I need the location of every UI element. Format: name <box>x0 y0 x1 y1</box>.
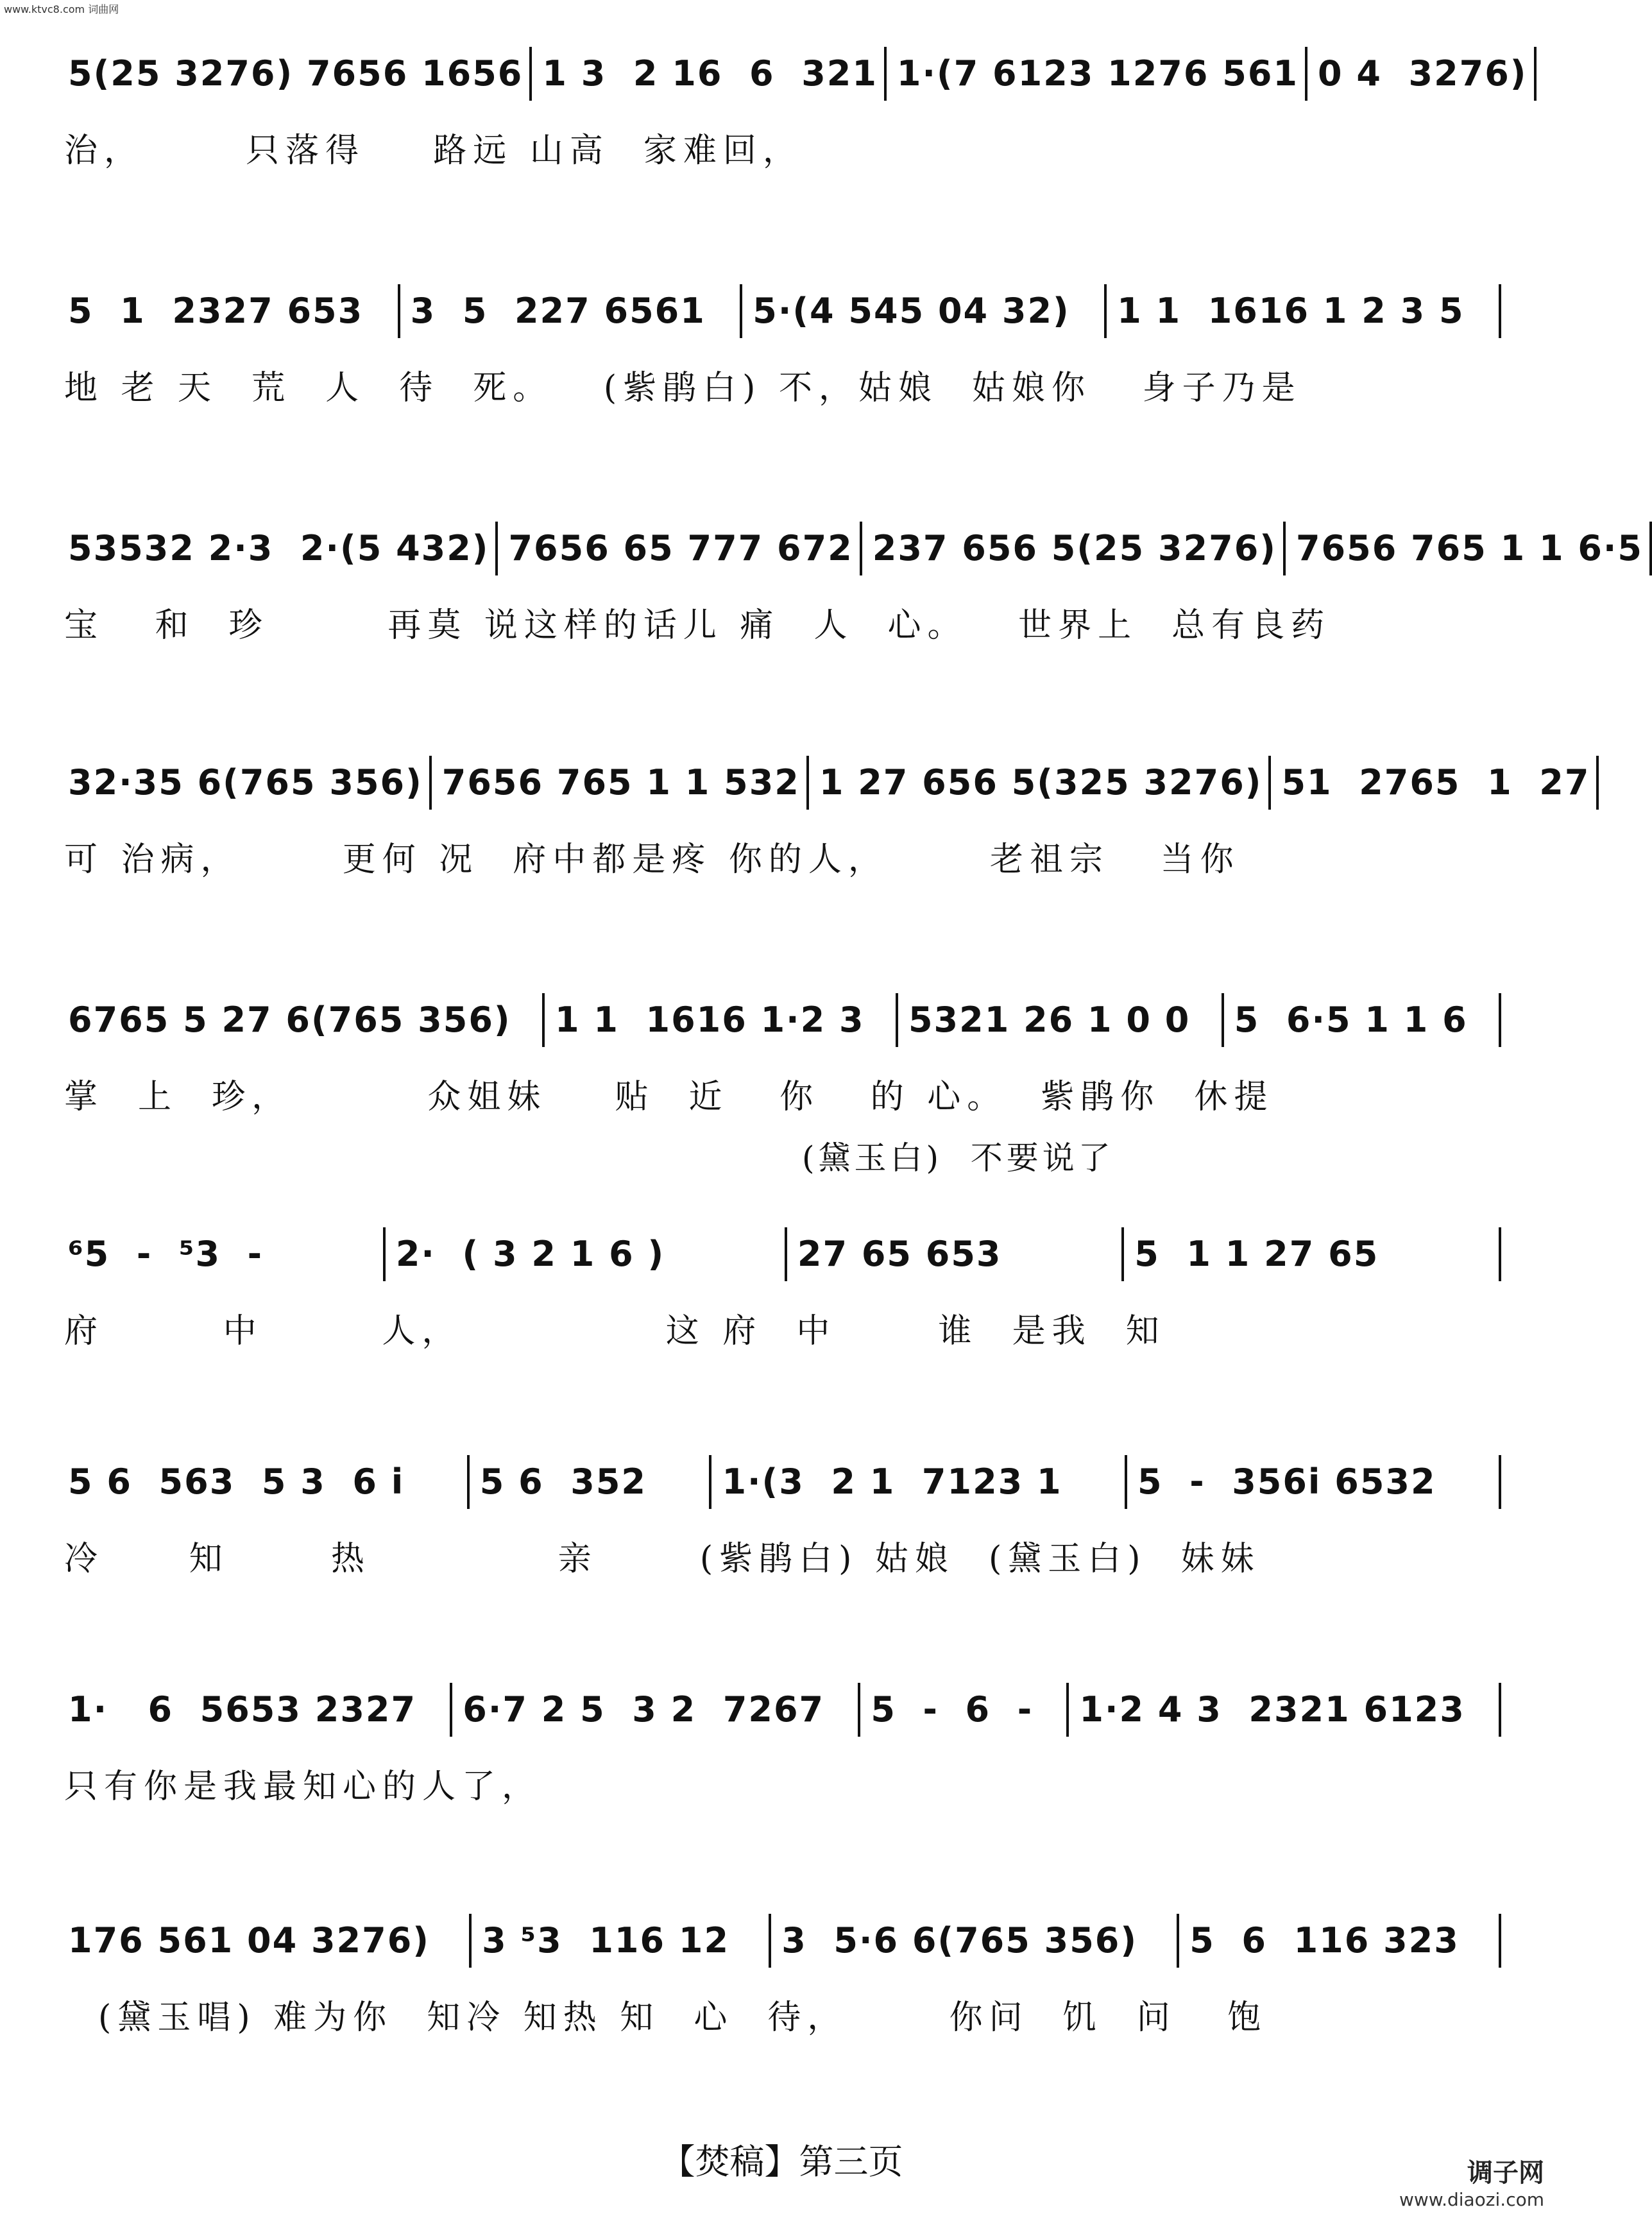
measure: 53532 2·3 2·(5 432) <box>68 528 490 568</box>
bar-line <box>1499 1227 1501 1281</box>
measure: 1 1 1616 1 2 3 5 <box>1117 291 1465 331</box>
bar-line <box>469 1914 472 1968</box>
measure: 1 27 656 5(325 3276) <box>819 762 1263 803</box>
measure: 1· 6 5653 2327 <box>68 1689 417 1730</box>
measure: 5 6 116 323 <box>1189 1920 1460 1961</box>
bar-line <box>1222 993 1224 1047</box>
lyric-line: 治， 只落得 路远 山高 家难回， <box>64 132 803 170</box>
notation-line <box>64 276 1508 346</box>
bar-line <box>1121 1227 1124 1281</box>
bar-line <box>806 756 809 810</box>
measure: 5(25 3276) 7656 1656 <box>68 53 524 94</box>
measure: 5 6 563 5 3 6 i <box>68 1461 405 1502</box>
bar-line <box>1649 522 1652 575</box>
page-footer: 【焚稿】第三页 <box>660 2142 903 2182</box>
staff-row <box>64 38 1528 192</box>
lyric-line: (黛玉唱) 难为你 知冷 知热 知 心 待， 你问 饥 问 饱 <box>64 1998 1268 2037</box>
notation-line <box>64 1905 1508 1976</box>
measure: 1 3 2 16 6 321 <box>542 53 878 94</box>
bar-line <box>1066 1683 1069 1737</box>
lyric-line: 可 治病， 更何 况 府中都是疼 你的人， 老祖宗 当你 <box>64 840 1240 879</box>
measure: 176 561 04 3276) <box>68 1920 430 1961</box>
bar-line <box>1499 284 1501 338</box>
notation-line <box>64 1219 1508 1290</box>
notation-line <box>64 1447 1508 1517</box>
bar-line <box>450 1683 452 1737</box>
logo-name: 调子网 <box>1467 2158 1544 2188</box>
staff-row <box>64 985 1508 1177</box>
bar-line <box>1499 993 1501 1047</box>
bar-line <box>1534 47 1537 101</box>
lyric-line: 只有你是我最知心的人了， <box>64 1768 542 1806</box>
staff-row <box>64 513 1643 667</box>
notation-line <box>64 985 1508 1055</box>
measure: 1·2 4 3 2321 6123 <box>1079 1689 1465 1730</box>
measure: 5 - 6 - <box>871 1689 1034 1730</box>
bar-line <box>1177 1914 1179 1968</box>
measure: 5 6 352 <box>479 1461 647 1502</box>
measure: ⁶5 - ⁵3 - <box>68 1234 264 1274</box>
notation-line <box>64 38 1528 109</box>
measure: 3 5·6 6(765 356) <box>781 1920 1138 1961</box>
bar-line <box>1499 1914 1501 1968</box>
measure: 237 656 5(25 3276) <box>872 528 1277 568</box>
bar-line <box>1125 1455 1127 1509</box>
measure: 5 1 2327 653 <box>68 291 364 331</box>
measure: 7656 765 1 1 532 <box>441 762 800 803</box>
measure: 5 - 356i 6532 <box>1137 1461 1436 1502</box>
bar-line <box>529 47 532 101</box>
site-watermark: www.ktvc8.com 词曲网 <box>4 3 119 15</box>
measure: 51 2765 1 27 <box>1281 762 1590 803</box>
site-logo <box>1352 2152 1544 2210</box>
staff-row <box>64 747 1590 901</box>
measure: 0 4 3276) <box>1317 53 1528 94</box>
measure: 32·35 6(765 356) <box>68 762 423 803</box>
staff-row <box>64 1674 1508 1828</box>
notation-line <box>64 747 1590 818</box>
lyric-line: 冷 知 热 亲 (紫鹃白) 姑娘 (黛玉白) 妹妹 <box>64 1540 1261 1578</box>
measure: 3 5 227 6561 <box>410 291 706 331</box>
lyric-line: 掌 上 珍， 众姐妹 贴 近 你 的 心。 紫鹃你 休提 <box>64 1078 1274 1116</box>
bar-line <box>709 1455 711 1509</box>
measure: 5321 26 1 0 0 <box>908 1000 1191 1040</box>
measure: 5·(4 545 04 32) <box>753 291 1070 331</box>
measure: 1·(7 6123 1276 561 <box>896 53 1299 94</box>
bar-line <box>398 284 400 338</box>
bar-line <box>785 1227 787 1281</box>
notation-line <box>64 1674 1508 1745</box>
measure: 7656 65 777 672 <box>508 528 853 568</box>
measure: 5 1 1 27 65 <box>1134 1234 1379 1274</box>
lyric-line: 府 中 人， 这 府 中 谁 是我 知 <box>64 1312 1166 1350</box>
measure: 2· ( 3 2 1 6 ) <box>395 1234 665 1274</box>
bar-line <box>467 1455 470 1509</box>
measure: 27 65 653 <box>797 1234 1002 1274</box>
bar-line <box>858 1683 860 1737</box>
bar-line <box>1268 756 1271 810</box>
bar-line <box>769 1914 771 1968</box>
lyric-line: 地 老 天 荒 人 待 死。 (紫鹃白) 不，姑娘 姑娘你 身子乃是 <box>64 369 1302 407</box>
lyric-line: 宝 和 珍 再莫 说这样的话儿 痛 人 心。 世界上 总有良药 <box>64 606 1331 645</box>
staff-row <box>64 1905 1508 2059</box>
staff-row <box>64 1447 1508 1601</box>
bar-line <box>896 993 898 1047</box>
staff-row <box>64 276 1508 430</box>
bar-line <box>884 47 887 101</box>
bar-line <box>1596 756 1599 810</box>
bar-line <box>495 522 498 575</box>
bar-line <box>740 284 742 338</box>
bar-line <box>542 993 545 1047</box>
bar-line <box>1499 1455 1501 1509</box>
bar-line <box>860 522 862 575</box>
logo-url: www.diaozi.com <box>1399 2189 1544 2210</box>
measure: 5 6·5 1 1 6 <box>1234 1000 1468 1040</box>
bar-line <box>1104 284 1107 338</box>
measure: 7656 765 1 1 6·5 <box>1295 528 1643 568</box>
spoken-line: (黛玉白) 不要说了 <box>802 1139 1114 1177</box>
bar-line <box>1499 1683 1501 1737</box>
bar-line <box>429 756 432 810</box>
bar-line <box>1305 47 1307 101</box>
measure: 6765 5 27 6(765 356) <box>68 1000 511 1040</box>
staff-row <box>64 1219 1508 1373</box>
measure: 3 ⁵3 116 12 <box>482 1920 730 1961</box>
measure: 1 1 1616 1·2 3 <box>554 1000 865 1040</box>
notation-line <box>64 513 1643 584</box>
bar-line <box>1283 522 1286 575</box>
bar-line <box>383 1227 386 1281</box>
measure: 1·(3 2 1 7123 1 <box>722 1461 1062 1502</box>
measure: 6·7 2 5 3 2 7267 <box>463 1689 825 1730</box>
